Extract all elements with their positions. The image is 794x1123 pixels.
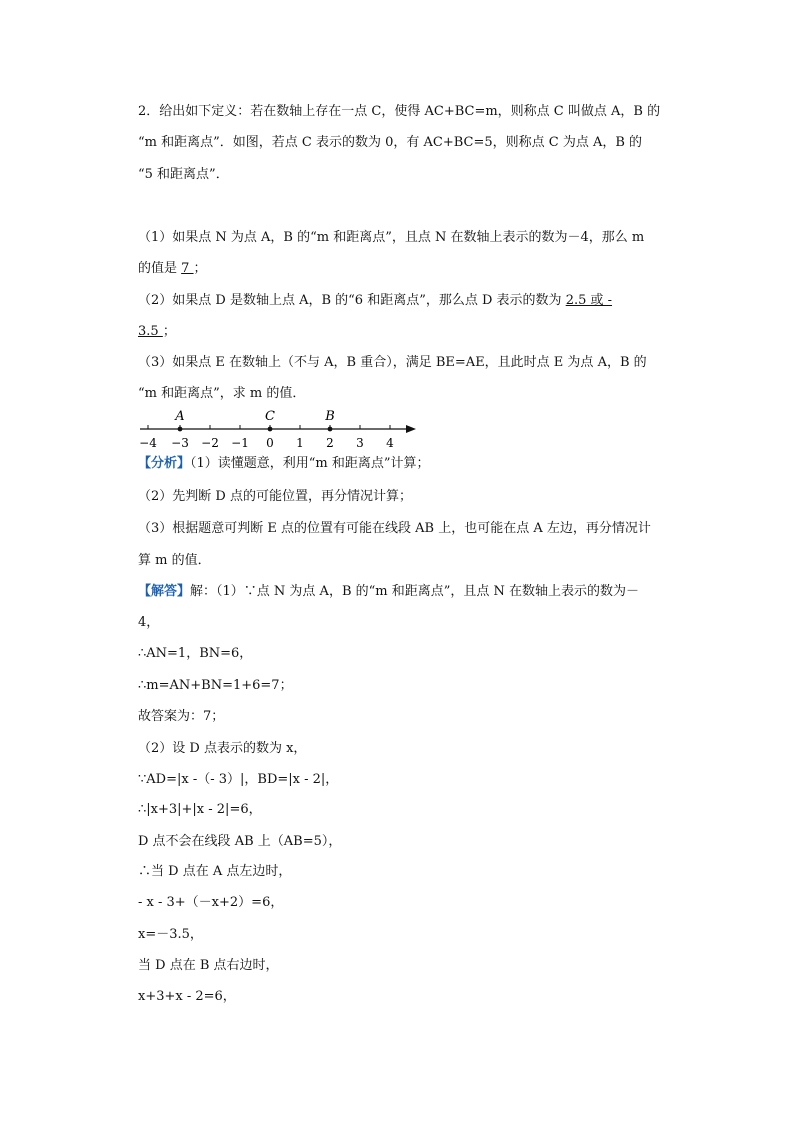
number-line-figure [136, 405, 426, 453]
point-c-dot [268, 427, 273, 432]
part-2-line-1 [138, 292, 612, 310]
solution-line-7: ∵AD=|x -（- 3）|，BD=|x - 2|， [138, 772, 339, 787]
analysis-line-3: （3）根据题意可判断 E 点的位置有可能在线段 AB 上，也可能在点 A 左边，再分情况计 [138, 521, 651, 536]
point-label-a: A [175, 409, 185, 424]
analysis-line-2: （2）先判断 D 点的可能位置，再分情况计算； [138, 489, 412, 504]
solution-line-8: ∴|x+3|+|x - 2|=6， [138, 802, 262, 817]
tick-label: 4 [386, 436, 394, 450]
part-3-line-2: “m 和距离点”，求 m 的值． [138, 386, 306, 401]
analysis-text-1: （1）读懂题意，利用“m 和距离点”计算； [190, 456, 430, 471]
part-2-suffix: ； [162, 324, 176, 339]
part-2-prefix: （2）如果点 D 是数轴上点 A，B 的“6 和距离点”，那么点 D 表示的数为 [138, 293, 566, 308]
part-1-suffix: ； [193, 261, 207, 276]
question-line-3: “5 和距离点”． [138, 167, 229, 182]
solution-line-1 [138, 583, 639, 601]
solution-line-9: D 点不会在线段 AB 上（AB=5）， [138, 834, 342, 849]
solution-line-14: x+3+x - 2=6， [138, 989, 236, 1004]
solution-line-3: ∴AN=1，BN=6， [138, 646, 253, 661]
point-label-b: B [325, 409, 335, 424]
solution-tag: 【解答】 [138, 584, 191, 599]
solution-line-4: ∴m=AN+BN=1+6=7； [138, 678, 293, 693]
analysis-line-1 [138, 455, 430, 473]
solution-line-5: 故答案为：7； [138, 709, 225, 724]
axis-arrow [406, 425, 416, 433]
point-label-c: C [265, 409, 275, 424]
tick-label: −3 [171, 436, 189, 450]
tick-label: 0 [266, 436, 274, 450]
part-2-answer-b: 3.5 [138, 324, 163, 339]
point-a-dot [178, 427, 183, 432]
part-2-line-2 [138, 323, 176, 341]
point-b-dot [328, 427, 333, 432]
tick-label: 2 [326, 436, 334, 450]
tick-label: −1 [231, 436, 249, 450]
solution-line-13: 当 D 点在 B 点右边时， [138, 958, 279, 973]
part-1-line-1: （1）如果点 N 为点 A，B 的“m 和距离点”，且点 N 在数轴上表示的数为－4，那么 m [138, 230, 645, 245]
tick-label: 1 [296, 436, 304, 450]
tick-label: −2 [201, 436, 219, 450]
part-1-answer: 7 [181, 261, 194, 276]
solution-line-11: - x - 3+（－x+2）=6， [138, 895, 284, 910]
analysis-line-4: 算 m 的值． [138, 553, 211, 568]
question-line-2: “m 和距离点”．如图，若点 C 表示的数为 0，有 AC+BC=5，则称点 C 为点 A，B 的 [138, 135, 643, 150]
solution-text-1: 解：（1）∵点 N 为点 A，B 的“m 和距离点”，且点 N 在数轴上表示的数为－ [190, 584, 640, 599]
solution-line-12: x=－3.5， [138, 927, 203, 942]
part-3-line-1: （3）如果点 E 在数轴上（不与 A，B 重合），满足 BE=AE，且此时点 E 为点 A，B 的 [138, 355, 647, 370]
tick-label: 3 [356, 436, 364, 450]
part-2-answer-a: 2.5 或 - [565, 293, 613, 308]
solution-line-2: 4， [138, 615, 160, 630]
part-1-line-2 [138, 260, 207, 278]
solution-line-10: ∴当 D 点在 A 点左边时， [138, 864, 292, 879]
analysis-tag: 【分析】 [138, 456, 191, 471]
part-1-prefix: 的值是 [138, 261, 182, 276]
question-line-1: 2．给出如下定义：若在数轴上存在一点 C，使得 AC+BC=m，则称点 C 叫做点 A，B 的 [138, 104, 661, 119]
tick-label: −4 [139, 436, 157, 450]
solution-line-6: （2）设 D 点表示的数为 x， [138, 741, 307, 756]
